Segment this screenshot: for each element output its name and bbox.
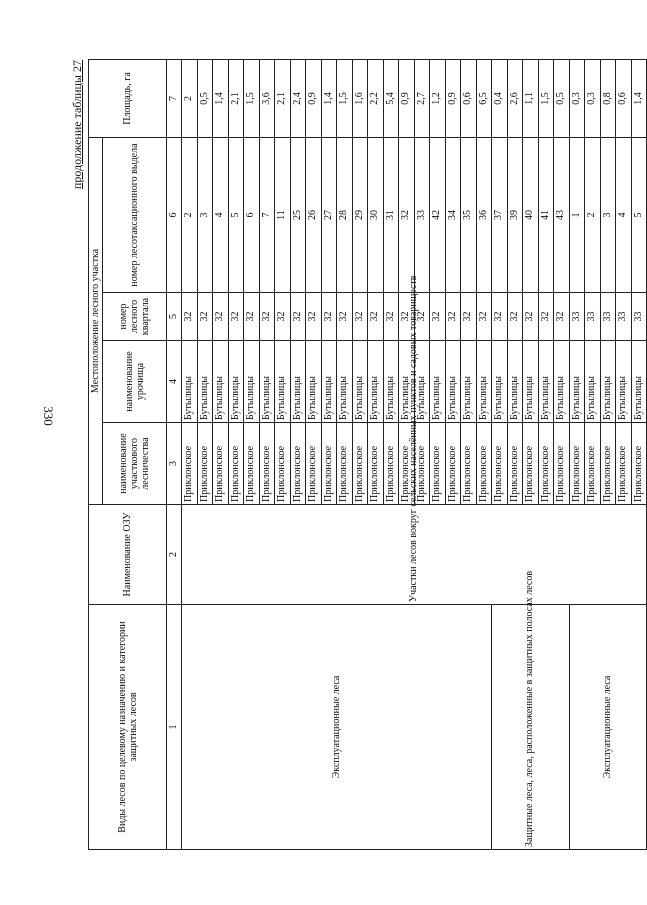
page-number: 330: [41, 406, 56, 426]
cell-forestry: Приклонское: [213, 423, 229, 505]
cell-kvartal: 33: [631, 293, 647, 341]
continuation-label: продолжение таблицы 27: [70, 60, 84, 190]
cell-kvartal: 32: [228, 293, 244, 341]
cell-tract: Бутылицы: [523, 341, 539, 423]
cell-area: 1,4: [631, 60, 647, 138]
cell-vydel: 6: [244, 138, 260, 293]
table-row: [569, 60, 585, 850]
cell-kvartal: 32: [461, 293, 477, 341]
cell-vydel: 41: [538, 138, 554, 293]
cell-area: 5,4: [383, 60, 399, 138]
cell-tract: Бутылицы: [321, 341, 337, 423]
cell-vydel: 28: [337, 138, 353, 293]
cell-vydel: 39: [507, 138, 523, 293]
column-number: 2: [167, 505, 182, 605]
cell-forestry: Приклонское: [445, 423, 461, 505]
cell-area: 6,5: [476, 60, 492, 138]
table-row: [182, 60, 198, 850]
header-location-group: Местоположение лесного участка: [89, 138, 103, 505]
cell-area: 1,6: [352, 60, 368, 138]
cell-vydel: 30: [368, 138, 384, 293]
cell-forestry: Приклонское: [321, 423, 337, 505]
cell-forestry: Приклонское: [290, 423, 306, 505]
cell-tract: Бутылицы: [600, 341, 616, 423]
cell-forestry: Приклонское: [368, 423, 384, 505]
column-number: 4: [167, 341, 182, 423]
cell-area: 0,9: [445, 60, 461, 138]
cell-tract: Бутылицы: [228, 341, 244, 423]
cell-tract: Бутылицы: [507, 341, 523, 423]
cell-vydel: 42: [430, 138, 446, 293]
column-number: 1: [167, 605, 182, 850]
cell-tract: Бутылицы: [213, 341, 229, 423]
cell-vydel: 27: [321, 138, 337, 293]
cell-tract: Бутылицы: [275, 341, 291, 423]
cell-area: 0,6: [616, 60, 632, 138]
cell-tract: Бутылицы: [352, 341, 368, 423]
cell-kvartal: 33: [600, 293, 616, 341]
header-tract: наименование урочища: [103, 341, 167, 423]
cell-vydel: 35: [461, 138, 477, 293]
cell-kvartal: 32: [306, 293, 322, 341]
cell-kvartal: 32: [430, 293, 446, 341]
cell-area: 1,4: [213, 60, 229, 138]
column-number: 6: [167, 138, 182, 293]
cell-tract: Бутылицы: [569, 341, 585, 423]
cell-area: 1,4: [321, 60, 337, 138]
cell-forestry: Приклонское: [554, 423, 570, 505]
cell-tract: Бутылицы: [399, 341, 415, 423]
cell-vydel: 33: [414, 138, 430, 293]
cell-area: 0,8: [600, 60, 616, 138]
page-number-container: [36, 396, 60, 436]
group-exploitation-forests: Эксплуатационные леса: [182, 605, 492, 850]
cell-area: 0,5: [197, 60, 213, 138]
cell-forestry: Приклонское: [337, 423, 353, 505]
cell-kvartal: 32: [244, 293, 260, 341]
ozu-name-cell: Участки лесов вокруг сельских населённых пунктов и садовых товариществ: [182, 505, 647, 605]
cell-kvartal: 32: [321, 293, 337, 341]
cell-vydel: 11: [275, 138, 291, 293]
cell-area: 1,5: [337, 60, 353, 138]
cell-forestry: Приклонское: [430, 423, 446, 505]
cell-tract: Бутылицы: [182, 341, 198, 423]
cell-kvartal: 32: [383, 293, 399, 341]
cell-area: 0,5: [554, 60, 570, 138]
group-protective-forests: Защитные леса, леса, расположенные в защитных полосах лесов: [492, 605, 570, 850]
column-number: 3: [167, 423, 182, 505]
rotated-table-page: [70, 60, 644, 850]
cell-vydel: 5: [631, 138, 647, 293]
cell-vydel: 3: [197, 138, 213, 293]
cell-forestry: Приклонское: [569, 423, 585, 505]
cell-vydel: 2: [585, 138, 601, 293]
cell-forestry: Приклонское: [275, 423, 291, 505]
cell-forestry: Приклонское: [507, 423, 523, 505]
cell-forestry: Приклонское: [182, 423, 198, 505]
cell-tract: Бутылицы: [259, 341, 275, 423]
cell-vydel: 40: [523, 138, 539, 293]
cell-tract: Бутылицы: [306, 341, 322, 423]
cell-kvartal: 33: [616, 293, 632, 341]
cell-forestry: Приклонское: [585, 423, 601, 505]
cell-kvartal: 32: [554, 293, 570, 341]
table-body: [182, 60, 647, 850]
column-number: 7: [167, 60, 182, 138]
cell-tract: Бутылицы: [197, 341, 213, 423]
cell-kvartal: 32: [213, 293, 229, 341]
cell-kvartal: 32: [197, 293, 213, 341]
cell-kvartal: 32: [492, 293, 508, 341]
header-kvartal: номер лесного квартала: [103, 293, 167, 341]
cell-forestry: Приклонское: [414, 423, 430, 505]
cell-kvartal: 32: [538, 293, 554, 341]
cell-vydel: 1: [569, 138, 585, 293]
cell-vydel: 7: [259, 138, 275, 293]
forest-table: [88, 59, 647, 850]
column-number: 5: [167, 293, 182, 341]
cell-vydel: 26: [306, 138, 322, 293]
cell-vydel: 34: [445, 138, 461, 293]
cell-tract: Бутылицы: [430, 341, 446, 423]
cell-area: 0,3: [585, 60, 601, 138]
cell-tract: Бутылицы: [290, 341, 306, 423]
cell-vydel: 29: [352, 138, 368, 293]
cell-kvartal: 32: [507, 293, 523, 341]
cell-tract: Бутылицы: [476, 341, 492, 423]
cell-vydel: 32: [399, 138, 415, 293]
cell-area: 2,1: [275, 60, 291, 138]
cell-area: 0,4: [492, 60, 508, 138]
cell-kvartal: 32: [290, 293, 306, 341]
cell-vydel: 2: [182, 138, 198, 293]
cell-tract: Бутылицы: [461, 341, 477, 423]
cell-area: 1,2: [430, 60, 446, 138]
header-area: Площадь, га: [89, 60, 167, 138]
cell-area: 2,4: [290, 60, 306, 138]
cell-kvartal: 32: [259, 293, 275, 341]
cell-area: 1,5: [244, 60, 260, 138]
cell-forestry: Приклонское: [244, 423, 260, 505]
cell-forestry: Приклонское: [461, 423, 477, 505]
cell-tract: Бутылицы: [383, 341, 399, 423]
cell-area: 2,1: [228, 60, 244, 138]
cell-tract: Бутылицы: [631, 341, 647, 423]
cell-forestry: Приклонское: [492, 423, 508, 505]
cell-kvartal: 32: [352, 293, 368, 341]
cell-kvartal: 32: [275, 293, 291, 341]
cell-kvartal: 32: [476, 293, 492, 341]
cell-vydel: 4: [616, 138, 632, 293]
cell-forestry: Приклонское: [259, 423, 275, 505]
cell-kvartal: 33: [585, 293, 601, 341]
cell-vydel: 5: [228, 138, 244, 293]
cell-area: 0,9: [306, 60, 322, 138]
cell-vydel: 4: [213, 138, 229, 293]
cell-vydel: 43: [554, 138, 570, 293]
cell-forestry: Приклонское: [600, 423, 616, 505]
cell-tract: Бутылицы: [585, 341, 601, 423]
cell-forestry: Приклонское: [523, 423, 539, 505]
cell-kvartal: 32: [523, 293, 539, 341]
cell-area: 2,6: [507, 60, 523, 138]
cell-forestry: Приклонское: [383, 423, 399, 505]
cell-kvartal: 32: [445, 293, 461, 341]
cell-area: 0,3: [569, 60, 585, 138]
cell-kvartal: 32: [182, 293, 198, 341]
cell-area: 0,9: [399, 60, 415, 138]
cell-tract: Бутылицы: [414, 341, 430, 423]
cell-forestry: Приклонское: [197, 423, 213, 505]
cell-vydel: 37: [492, 138, 508, 293]
cell-tract: Бутылицы: [368, 341, 384, 423]
cell-vydel: 36: [476, 138, 492, 293]
header-forest-types: Виды лесов по целевому назначению и категории защитных лесов: [89, 605, 167, 850]
cell-forestry: Приклонское: [476, 423, 492, 505]
cell-tract: Бутылицы: [616, 341, 632, 423]
cell-area: 1,1: [523, 60, 539, 138]
header-vydel: номер лесотаксационного выдела: [103, 138, 167, 293]
cell-tract: Бутылицы: [554, 341, 570, 423]
cell-tract: Бутылицы: [445, 341, 461, 423]
cell-tract: Бутылицы: [337, 341, 353, 423]
cell-area: 1,5: [538, 60, 554, 138]
group-exploitation-forests-2: Эксплуатационные леса: [569, 605, 647, 850]
cell-forestry: Приклонское: [352, 423, 368, 505]
cell-area: 2,2: [368, 60, 384, 138]
cell-forestry: Приклонское: [306, 423, 322, 505]
cell-kvartal: 33: [569, 293, 585, 341]
header-forestry: наименование участкового лесничества: [103, 423, 167, 505]
cell-tract: Бутылицы: [244, 341, 260, 423]
cell-tract: Бутылицы: [492, 341, 508, 423]
cell-area: 0,6: [461, 60, 477, 138]
header-ozu-name: Наименование ОЗУ: [89, 505, 167, 605]
cell-forestry: Приклонское: [631, 423, 647, 505]
cell-area: 2,7: [414, 60, 430, 138]
cell-area: 3,6: [259, 60, 275, 138]
cell-forestry: Приклонское: [399, 423, 415, 505]
cell-forestry: Приклонское: [616, 423, 632, 505]
table-row: [492, 60, 508, 850]
cell-tract: Бутылицы: [538, 341, 554, 423]
cell-vydel: 25: [290, 138, 306, 293]
cell-kvartal: 32: [337, 293, 353, 341]
cell-kvartal: 32: [399, 293, 415, 341]
cell-kvartal: 32: [414, 293, 430, 341]
cell-forestry: Приклонское: [538, 423, 554, 505]
cell-vydel: 31: [383, 138, 399, 293]
cell-vydel: 3: [600, 138, 616, 293]
cell-forestry: Приклонское: [228, 423, 244, 505]
cell-kvartal: 32: [368, 293, 384, 341]
cell-area: 2: [182, 60, 198, 138]
